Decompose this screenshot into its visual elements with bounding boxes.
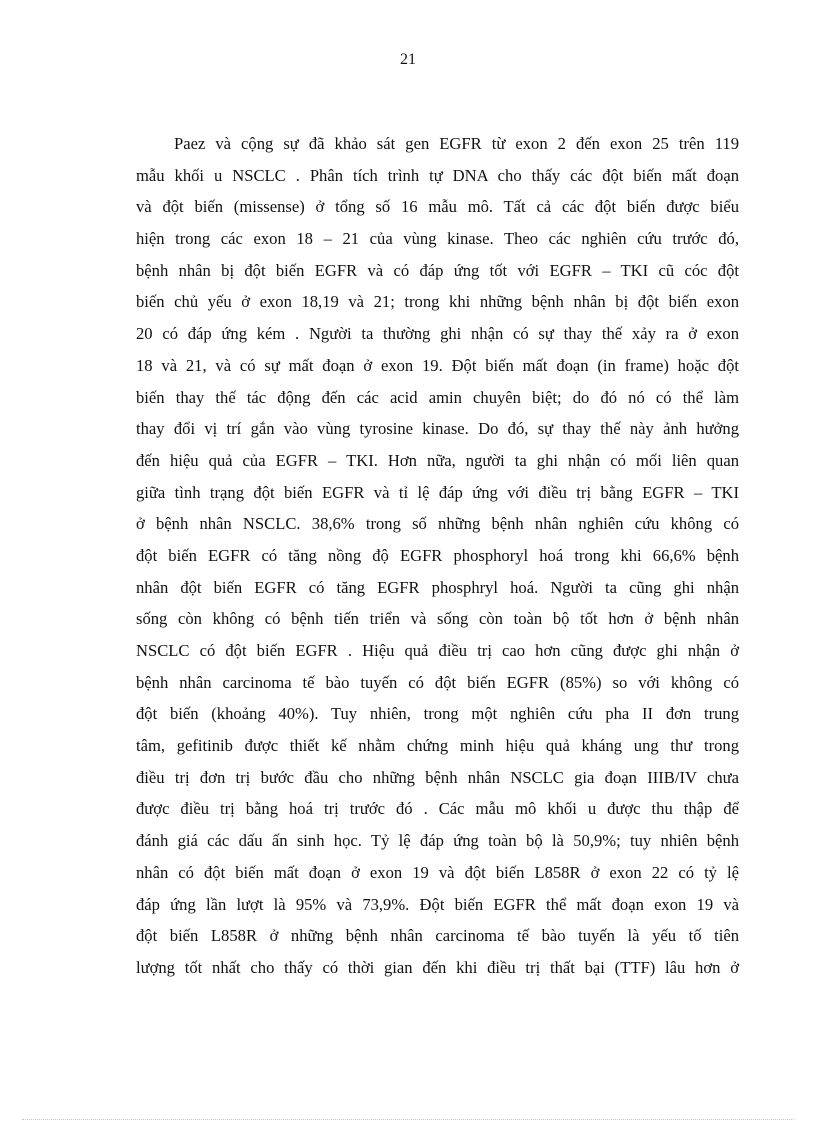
paragraph-line: đánh giá các dấu ấn sinh học. Tỷ lệ đáp ứng toàn bộ là 50,9%; tuy nhiên bệnh	[136, 831, 739, 851]
paragraph-line: giữa tình trạng đột biến EGFR và tỉ lệ đáp ứng với điều trị bằng EGFR – TKI	[136, 482, 739, 502]
page-number: 21	[400, 51, 416, 68]
paragraph-line: đáp ứng lần lượt là 95% và 73,9%. Đột biến EGFR thể mất đoạn exon 19 và	[136, 894, 739, 914]
paragraph-line: sống còn không có bệnh tiến triển và sống còn toàn bộ tốt hơn ở bệnh nhân	[136, 609, 739, 629]
paragraph-line: nhân đột biến EGFR có tăng EGFR phosphryl hoá. Người ta cũng ghi nhận	[136, 577, 739, 597]
paragraph-line: đột biến EGFR có tăng nồng độ EGFR phosphoryl hoá trong khi 66,6% bệnh	[136, 545, 739, 565]
paragraph-line: đột biến (khoảng 40%). Tuy nhiên, trong một nghiên cứu pha II đơn trung	[136, 704, 739, 724]
paragraph-line: thay đổi vị trí gắn vào vùng tyrosine kinase. Do đó, sự thay thế này ảnh hưởng	[136, 419, 739, 439]
paragraph-line: ở bệnh nhân NSCLC. 38,6% trong số những bệnh nhân nghiên cứu không có	[136, 514, 739, 534]
paragraph-line: được điều trị bằng hoá trị trước đó . Các mẫu mô khối u được thu thập để	[136, 799, 739, 819]
paragraph-line: 18 và 21, và có sự mất đoạn ở exon 19. Đột biến mất đoạn (in frame) hoặc đột	[136, 355, 739, 375]
paragraph-line: bệnh nhân bị đột biến EGFR và có đáp ứng tốt với EGFR – TKI cũ cóc đột	[136, 260, 739, 280]
paragraph-line: hiện trong các exon 18 – 21 của vùng kinase. Theo các nghiên cứu trước đó,	[136, 229, 739, 249]
paragraph-line: 20 có đáp ứng kém . Người ta thường ghi nhận có sự thay thế xảy ra ở exon	[136, 324, 739, 344]
paragraph-line: mẫu khối u NSCLC . Phân tích trình tự DNA cho thấy các đột biến mất đoạn	[136, 165, 739, 185]
paragraph-line: lượng tốt nhất cho thấy có thời gian đến khi điều trị thất bại (TTF) lâu hơn ở	[136, 957, 739, 977]
paragraph-line: điều trị đơn trị bước đầu cho những bệnh nhân NSCLC gia đoạn IIIB/IV chưa	[136, 767, 739, 787]
page-bottom-divider	[22, 1119, 794, 1120]
paragraph-line: NSCLC có đột biến EGFR . Hiệu quả điều trị cao hơn cũng được ghi nhận ở	[136, 641, 739, 660]
paragraph-line: biến chủ yếu ở exon 18,19 và 21; trong khi những bệnh nhân bị đột biến exon	[136, 292, 739, 312]
paragraph-line: Paez và cộng sự đã khảo sát gen EGFR từ exon 2 đến exon 25 trên 119	[174, 134, 739, 153]
paragraph-line: nhân có đột biến mất đoạn ở exon 19 và đột biến L858R ở exon 22 có tỷ lệ	[136, 862, 739, 882]
paragraph-line: đến hiệu quả của EGFR – TKI. Hơn nữa, người ta ghi nhận có mối liên quan	[136, 450, 739, 470]
paragraph-line: bệnh nhân carcinoma tế bào tuyến có đột biến EGFR (85%) so với không có	[136, 672, 739, 692]
paragraph-line: đột biến L858R ở những bệnh nhân carcinoma tế bào tuyến là yếu tố tiên	[136, 926, 739, 946]
paragraph-line: tâm, gefitinib được thiết kế nhằm chứng minh hiệu quả kháng ung thư trong	[136, 736, 739, 756]
paragraph-line: biến thay thế tác động đến các acid amin chuyên biệt; do đó nó có thể làm	[136, 387, 739, 407]
paragraph-line: và đột biến (missense) ở tổng số 16 mẫu mô. Tất cả các đột biến được biểu	[136, 197, 739, 217]
body-paragraph	[136, 128, 739, 984]
